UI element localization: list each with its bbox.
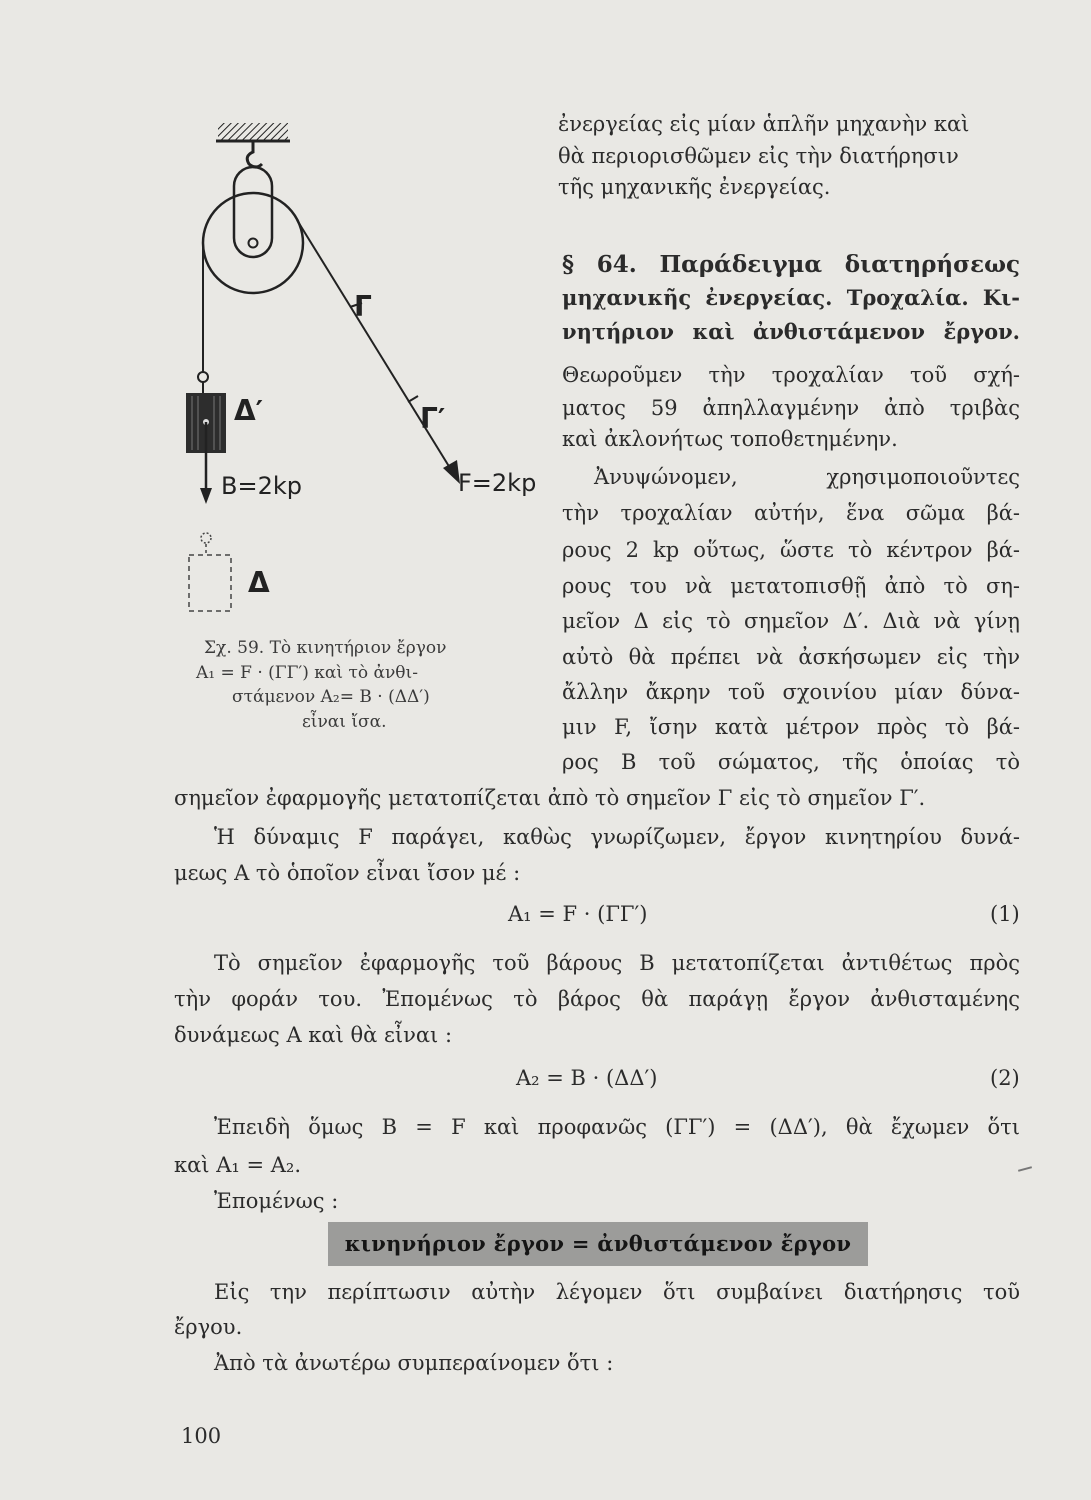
label-force: F=2kp <box>458 469 537 497</box>
equation-2: A₂ = B · (ΔΔ′) <box>516 1066 658 1090</box>
text-line: Ἀνυψώνομεν, χρησιμοποιοῦντες <box>594 465 1020 489</box>
highlight-box: κινηνήριον ἔργον = ἀνθιστάμενον ἔργον <box>328 1222 868 1266</box>
text-line: τῆς μηχανικῆς ἐνεργείας. <box>558 175 831 199</box>
ceiling-hatch <box>218 123 288 141</box>
text-line: τὴν φοράν του. Ἐπομένως τὸ βάρος θὰ παράγῃ ἔργον ἀνθισταμένης <box>174 987 1020 1011</box>
label-gamma-prime: Γ′ <box>420 402 446 435</box>
text-line: ἔργου. <box>174 1315 243 1339</box>
caption-line: A₁ = F · (ΓΓ′) καὶ τὸ ἀνθι- <box>196 662 418 683</box>
text-line: καὶ ἀκλονήτως τοποθετημένην. <box>562 427 898 451</box>
equation-2-number: (2) <box>990 1066 1020 1090</box>
caption-line: Σχ. 59. Τὸ κινητήριον ἔργον <box>204 638 447 658</box>
pulley-block <box>234 167 272 257</box>
equation-1: A₁ = F · (ΓΓ′) <box>508 902 648 926</box>
text-line: καὶ A₁ = A₂. <box>174 1153 302 1177</box>
text-line: ρους 2 kp οὕτως, ὥστε τὸ κέντρον βά- <box>562 538 1020 562</box>
text-line: Εἰς την περίπτωσιν αὐτὴν λέγομεν ὅτι συμβαίνει διατήρησις τοῦ <box>214 1280 1020 1304</box>
text-line: ματος 59 ἀπηλλαγμένην ἀπὸ τριβὰς <box>562 396 1020 420</box>
text-line: αὐτὸ θὰ πρέπει νὰ ἀσκήσωμεν εἰς τὴν <box>562 645 1020 669</box>
text-line: Τὸ σημεῖον ἐφαρμογῆς τοῦ βάρους B μετατοπίζεται ἀντιθέτως πρὸς <box>214 951 1020 975</box>
pulley-figure <box>150 110 550 630</box>
page-number: 100 <box>181 1424 222 1448</box>
hook <box>247 141 262 167</box>
ghost-ring <box>201 533 211 543</box>
text-line: μιν F, ἴσην κατὰ μέτρον πρὸς τὸ βά- <box>562 715 1020 739</box>
pulley-wheel <box>203 193 303 293</box>
weight-arrowhead <box>200 488 212 504</box>
text-line: μεως A τὸ ὁποῖον εἶναι ἴσον μέ : <box>174 861 521 885</box>
figure-caption <box>196 636 518 734</box>
label-gamma: Γ <box>354 290 372 323</box>
text-line: Ἐπειδὴ ὅμως B = F καὶ προφανῶς (ΓΓ′) = (ΔΔ′), θὰ ἔχωμεν ὅτι <box>214 1115 1020 1139</box>
text-line: ἐνεργείας εἰς μίαν ἁπλῆν μηχανὴν καὶ <box>558 112 970 136</box>
text-line: τὴν τροχαλίαν αὐτήν, ἕνα σῶμα βά- <box>562 501 1020 525</box>
label-delta: Δ <box>248 566 270 599</box>
text-line: δυνάμεως A καὶ θὰ εἶναι : <box>174 1023 453 1047</box>
equation-1-number: (1) <box>990 902 1020 926</box>
text-line: ρους του νὰ μετατοπισθῇ ἀπὸ τὸ ση- <box>562 574 1020 598</box>
text-line: σημεῖον ἐφαρμογῆς μετατοπίζεται ἀπὸ τὸ σημεῖον Γ εἰς τὸ σημεῖον Γ′. <box>174 786 926 810</box>
text-line: Ἡ δύναμις F παράγει, καθὼς γνωρίζωμεν, ἔργον κινητηρίου δυνά- <box>214 825 1020 849</box>
text-line: θὰ περιορισθῶμεν εἰς τὴν διατήρησιν <box>558 144 959 168</box>
stray-mark <box>1018 1166 1032 1172</box>
ghost-weight <box>189 555 231 611</box>
pulley-axle <box>249 239 258 248</box>
text-line: μεῖον Δ εἰς τὸ σημεῖον Δ′. Διὰ νὰ γίνῃ <box>562 609 1020 633</box>
heading-line: § 64. Παράδειγμα διατηρήσεως <box>562 251 1020 278</box>
label-delta-prime: Δ′ <box>234 394 264 427</box>
heading-line: μηχανικῆς ἐνεργείας. Τροχαλία. Κι- <box>562 285 1020 310</box>
caption-line: στάμενον A₂= B · (ΔΔ′) <box>232 687 430 707</box>
text-line: Ἐπομένως : <box>214 1189 339 1213</box>
caption-line: εἶναι ἴσα. <box>302 711 387 732</box>
rope-ring <box>198 372 208 382</box>
heading-line: νητήριον καὶ ἀνθιστάμενον ἔργον. <box>562 319 1020 344</box>
text-line: ἄλλην ἄκρην τοῦ σχοινίου μίαν δύνα- <box>562 680 1020 704</box>
label-weight: B=2kp <box>221 472 302 500</box>
text-line: Ἀπὸ τὰ ἀνωτέρω συμπεραίνομεν ὅτι : <box>214 1351 614 1375</box>
text-line: Θεωροῦμεν τὴν τροχαλίαν τοῦ σχή- <box>562 363 1020 387</box>
text-line: ρος B τοῦ σώματος, τῆς ὁποίας τὸ <box>562 750 1020 774</box>
